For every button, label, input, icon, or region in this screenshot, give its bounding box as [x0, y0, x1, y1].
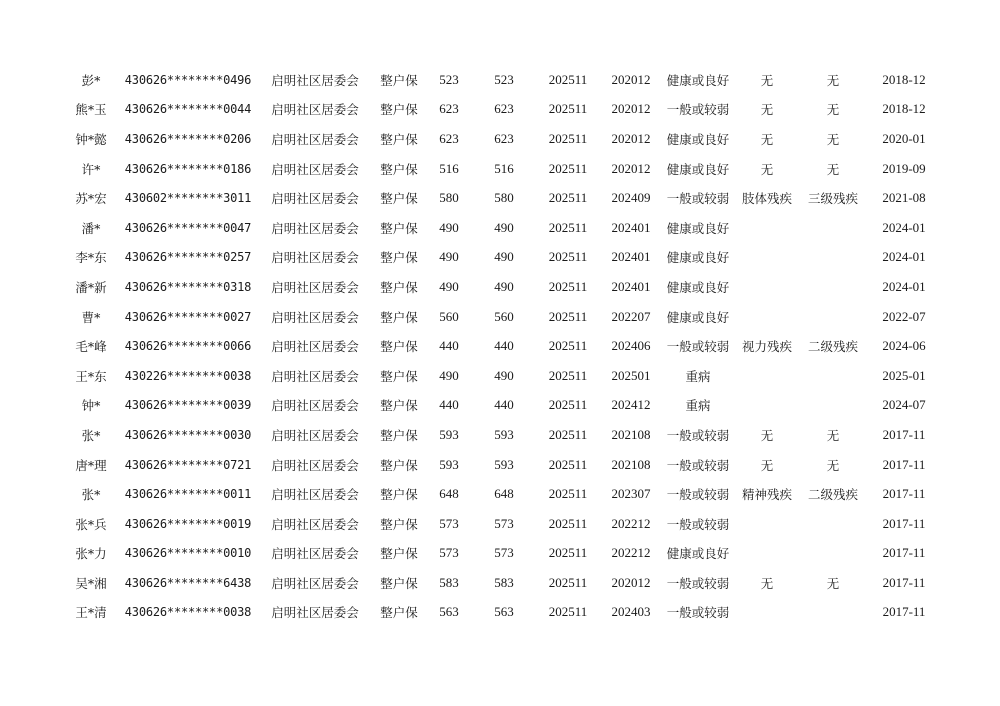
id-number-cell: 430626********6438 [124, 575, 252, 590]
name-cell: 李*东 [75, 250, 107, 266]
start-month-cell: 202207 [611, 308, 651, 324]
health-status-cell: 健康或良好 [666, 309, 730, 325]
assistance-type-cell: 整户保 [380, 309, 418, 325]
health-status-cell: 健康或良好 [666, 72, 730, 88]
table-row [62, 302, 940, 332]
organization-cell: 启明社区居委会 [271, 398, 359, 414]
id-number-cell: 430626********0011 [124, 487, 252, 502]
amount-cell: 593 [494, 426, 514, 442]
disability-type-cell: 无 [760, 575, 774, 591]
table-row [62, 539, 940, 569]
health-status-cell: 一般或较弱 [666, 487, 730, 503]
assistance-type-cell: 整户保 [380, 457, 418, 473]
start-month-cell: 202401 [611, 219, 651, 235]
health-status-cell: 健康或良好 [666, 546, 730, 562]
health-status-cell: 健康或良好 [666, 131, 730, 147]
id-number-cell: 430626********0066 [124, 339, 252, 354]
amount-cell: 648 [439, 486, 459, 502]
disability-level-cell: 无 [826, 457, 840, 473]
date-cell: 2018-12 [882, 71, 926, 87]
id-number-cell: 430602********3011 [124, 191, 252, 206]
disability-type-cell: 视力残疾 [741, 339, 792, 355]
period-cell: 202511 [548, 426, 588, 442]
health-status-cell: 一般或较弱 [666, 339, 730, 355]
assistance-type-cell: 整户保 [380, 427, 418, 443]
amount-cell: 440 [494, 397, 514, 413]
amount-cell: 580 [439, 190, 459, 206]
date-cell: 2017-11 [882, 574, 926, 590]
id-number-cell: 430626********0206 [124, 131, 252, 146]
disability-level-cell [798, 361, 868, 391]
amount-cell: 523 [439, 71, 459, 87]
table-row [62, 331, 940, 361]
period-cell: 202511 [548, 515, 588, 531]
assistance-type-cell: 整户保 [380, 102, 418, 118]
start-month-cell: 202403 [611, 604, 651, 620]
date-cell: 2017-11 [882, 515, 926, 531]
table-row [62, 509, 940, 539]
date-cell: 2019-09 [882, 160, 926, 176]
disability-type-cell [736, 391, 798, 421]
period-cell: 202511 [548, 367, 588, 383]
id-number-cell: 430626********0030 [124, 427, 252, 442]
organization-cell: 启明社区居委会 [271, 575, 359, 591]
start-month-cell: 202108 [611, 426, 651, 442]
amount-cell: 623 [439, 101, 459, 117]
health-status-cell: 健康或良好 [666, 279, 730, 295]
assistance-type-cell: 整户保 [380, 161, 418, 177]
date-cell: 2018-12 [882, 101, 926, 117]
period-cell: 202511 [548, 249, 588, 265]
assistance-type-cell: 整户保 [380, 398, 418, 414]
health-status-cell: 一般或较弱 [666, 457, 730, 473]
table-body [62, 65, 940, 627]
table-row [62, 154, 940, 184]
amount-cell: 573 [439, 545, 459, 561]
disability-level-cell: 三级残疾 [807, 191, 858, 207]
amount-cell: 560 [439, 308, 459, 324]
organization-cell: 启明社区居委会 [271, 250, 359, 266]
table-row [62, 65, 940, 95]
amount-cell: 563 [494, 604, 514, 620]
health-status-cell: 健康或良好 [666, 161, 730, 177]
amount-cell: 490 [494, 219, 514, 235]
amount-cell: 516 [439, 160, 459, 176]
period-cell: 202511 [548, 278, 588, 294]
disability-level-cell [798, 539, 868, 569]
disability-type-cell: 精神残疾 [741, 487, 792, 503]
id-number-cell: 430626********0496 [124, 72, 252, 87]
assistance-type-cell: 整户保 [380, 72, 418, 88]
table-row [62, 391, 940, 421]
date-cell: 2021-08 [882, 190, 926, 206]
disability-type-cell [736, 539, 798, 569]
disability-level-cell: 二级残疾 [807, 487, 858, 503]
start-month-cell: 202409 [611, 190, 651, 206]
amount-cell: 583 [439, 574, 459, 590]
records-table [62, 65, 940, 627]
date-cell: 2017-11 [882, 486, 926, 502]
assistance-type-cell: 整户保 [380, 546, 418, 562]
start-month-cell: 202012 [611, 130, 651, 146]
date-cell: 2017-11 [882, 456, 926, 472]
organization-cell: 启明社区居委会 [271, 72, 359, 88]
health-status-cell: 健康或良好 [666, 220, 730, 236]
assistance-type-cell: 整户保 [380, 487, 418, 503]
table-row [62, 361, 940, 391]
amount-cell: 490 [439, 278, 459, 294]
table-row [62, 450, 940, 480]
health-status-cell: 一般或较弱 [666, 427, 730, 443]
period-cell: 202511 [548, 456, 588, 472]
organization-cell: 启明社区居委会 [271, 102, 359, 118]
organization-cell: 启明社区居委会 [271, 220, 359, 236]
period-cell: 202511 [548, 101, 588, 117]
organization-cell: 启明社区居委会 [271, 161, 359, 177]
disability-type-cell [736, 509, 798, 539]
amount-cell: 490 [439, 219, 459, 235]
name-cell: 吴*湘 [75, 575, 107, 591]
amount-cell: 490 [494, 278, 514, 294]
amount-cell: 523 [494, 71, 514, 87]
name-cell: 王*清 [75, 605, 107, 621]
amount-cell: 623 [494, 101, 514, 117]
disability-type-cell: 肢体残疾 [741, 191, 792, 207]
table-row [62, 124, 940, 154]
name-cell: 苏*宏 [75, 191, 107, 207]
date-cell: 2024-01 [882, 249, 926, 265]
amount-cell: 580 [494, 190, 514, 206]
disability-type-cell: 无 [760, 161, 774, 177]
period-cell: 202511 [548, 71, 588, 87]
table-row [62, 95, 940, 125]
amount-cell: 593 [439, 426, 459, 442]
disability-level-cell: 无 [826, 427, 840, 443]
id-number-cell: 430626********0019 [124, 516, 252, 531]
disability-type-cell: 无 [760, 72, 774, 88]
disability-level-cell [798, 213, 868, 243]
disability-level-cell: 无 [826, 131, 840, 147]
name-cell: 钟*懿 [75, 131, 107, 147]
health-status-cell: 一般或较弱 [666, 575, 730, 591]
disability-type-cell [736, 361, 798, 391]
amount-cell: 440 [439, 338, 459, 354]
organization-cell: 启明社区居委会 [271, 457, 359, 473]
table-row [62, 183, 940, 213]
id-number-cell: 430626********0038 [124, 605, 252, 620]
health-status-cell: 健康或良好 [666, 250, 730, 266]
organization-cell: 启明社区居委会 [271, 339, 359, 355]
disability-level-cell [798, 509, 868, 539]
disability-level-cell: 二级残疾 [807, 339, 858, 355]
name-cell: 许* [81, 161, 101, 177]
name-cell: 王*东 [75, 368, 107, 384]
name-cell: 潘* [81, 220, 101, 236]
table-row [62, 213, 940, 243]
name-cell: 钟* [81, 398, 101, 414]
organization-cell: 启明社区居委会 [271, 191, 359, 207]
disability-type-cell: 无 [760, 457, 774, 473]
name-cell: 毛*峰 [75, 339, 107, 355]
period-cell: 202511 [548, 308, 588, 324]
id-number-cell: 430626********0039 [124, 398, 252, 413]
assistance-type-cell: 整户保 [380, 220, 418, 236]
start-month-cell: 202401 [611, 249, 651, 265]
id-number-cell: 430626********0010 [124, 546, 252, 561]
table-row [62, 243, 940, 273]
organization-cell: 启明社区居委会 [271, 279, 359, 295]
date-cell: 2020-01 [882, 130, 926, 146]
amount-cell: 560 [494, 308, 514, 324]
date-cell: 2024-01 [882, 278, 926, 294]
period-cell: 202511 [548, 219, 588, 235]
disability-level-cell [798, 243, 868, 273]
table-row [62, 598, 940, 628]
name-cell: 熊*玉 [75, 102, 107, 118]
organization-cell: 启明社区居委会 [271, 605, 359, 621]
amount-cell: 563 [439, 604, 459, 620]
period-cell: 202511 [548, 486, 588, 502]
organization-cell: 启明社区居委会 [271, 487, 359, 503]
name-cell: 张* [81, 487, 101, 503]
amount-cell: 573 [494, 515, 514, 531]
start-month-cell: 202307 [611, 486, 651, 502]
id-number-cell: 430626********0721 [124, 457, 252, 472]
disability-type-cell [736, 272, 798, 302]
disability-type-cell [736, 243, 798, 273]
health-status-cell: 重病 [685, 398, 711, 414]
health-status-cell: 一般或较弱 [666, 191, 730, 207]
start-month-cell: 202012 [611, 71, 651, 87]
disability-level-cell [798, 302, 868, 332]
name-cell: 张*兵 [75, 516, 107, 532]
amount-cell: 593 [494, 456, 514, 472]
date-cell: 2017-11 [882, 604, 926, 620]
amount-cell: 490 [494, 367, 514, 383]
name-cell: 曹* [81, 309, 101, 325]
assistance-type-cell: 整户保 [380, 516, 418, 532]
disability-level-cell: 无 [826, 72, 840, 88]
start-month-cell: 202406 [611, 338, 651, 354]
period-cell: 202511 [548, 574, 588, 590]
date-cell: 2025-01 [882, 367, 926, 383]
disability-type-cell: 无 [760, 427, 774, 443]
organization-cell: 启明社区居委会 [271, 516, 359, 532]
amount-cell: 648 [494, 486, 514, 502]
disability-level-cell [798, 391, 868, 421]
organization-cell: 启明社区居委会 [271, 309, 359, 325]
date-cell: 2024-07 [882, 397, 926, 413]
period-cell: 202511 [548, 604, 588, 620]
health-status-cell: 一般或较弱 [666, 516, 730, 532]
disability-type-cell: 无 [760, 102, 774, 118]
date-cell: 2022-07 [882, 308, 926, 324]
start-month-cell: 202501 [611, 367, 651, 383]
name-cell: 张* [81, 427, 101, 443]
assistance-type-cell: 整户保 [380, 250, 418, 266]
assistance-type-cell: 整户保 [380, 368, 418, 384]
health-status-cell: 一般或较弱 [666, 605, 730, 621]
start-month-cell: 202012 [611, 574, 651, 590]
period-cell: 202511 [548, 190, 588, 206]
date-cell: 2024-06 [882, 338, 926, 354]
amount-cell: 583 [494, 574, 514, 590]
date-cell: 2017-11 [882, 545, 926, 561]
period-cell: 202511 [548, 160, 588, 176]
amount-cell: 623 [494, 130, 514, 146]
start-month-cell: 202412 [611, 397, 651, 413]
disability-level-cell [798, 272, 868, 302]
assistance-type-cell: 整户保 [380, 605, 418, 621]
name-cell: 彭* [81, 72, 101, 88]
assistance-type-cell: 整户保 [380, 131, 418, 147]
id-number-cell: 430626********0318 [124, 279, 252, 294]
assistance-type-cell: 整户保 [380, 191, 418, 207]
organization-cell: 启明社区居委会 [271, 546, 359, 562]
id-number-cell: 430626********0257 [124, 250, 252, 265]
table-row [62, 420, 940, 450]
amount-cell: 593 [439, 456, 459, 472]
id-number-cell: 430226********0038 [124, 368, 252, 383]
amount-cell: 490 [439, 249, 459, 265]
start-month-cell: 202012 [611, 160, 651, 176]
period-cell: 202511 [548, 545, 588, 561]
start-month-cell: 202401 [611, 278, 651, 294]
amount-cell: 440 [439, 397, 459, 413]
id-number-cell: 430626********0027 [124, 309, 252, 324]
period-cell: 202511 [548, 338, 588, 354]
start-month-cell: 202212 [611, 545, 651, 561]
table-row [62, 272, 940, 302]
table-row [62, 479, 940, 509]
disability-type-cell [736, 302, 798, 332]
assistance-type-cell: 整户保 [380, 575, 418, 591]
amount-cell: 623 [439, 130, 459, 146]
start-month-cell: 202212 [611, 515, 651, 531]
disability-level-cell: 无 [826, 102, 840, 118]
organization-cell: 启明社区居委会 [271, 427, 359, 443]
organization-cell: 启明社区居委会 [271, 131, 359, 147]
table-row [62, 568, 940, 598]
health-status-cell: 一般或较弱 [666, 102, 730, 118]
disability-type-cell [736, 213, 798, 243]
name-cell: 潘*新 [75, 279, 107, 295]
period-cell: 202511 [548, 397, 588, 413]
disability-type-cell: 无 [760, 131, 774, 147]
amount-cell: 573 [494, 545, 514, 561]
disability-level-cell: 无 [826, 161, 840, 177]
health-status-cell: 重病 [685, 368, 711, 384]
id-number-cell: 430626********0044 [124, 102, 252, 117]
date-cell: 2017-11 [882, 426, 926, 442]
disability-level-cell [798, 598, 868, 628]
disability-type-cell [736, 598, 798, 628]
amount-cell: 440 [494, 338, 514, 354]
assistance-type-cell: 整户保 [380, 339, 418, 355]
assistance-type-cell: 整户保 [380, 279, 418, 295]
amount-cell: 573 [439, 515, 459, 531]
period-cell: 202511 [548, 130, 588, 146]
organization-cell: 启明社区居委会 [271, 368, 359, 384]
amount-cell: 490 [494, 249, 514, 265]
disability-level-cell: 无 [826, 575, 840, 591]
start-month-cell: 202108 [611, 456, 651, 472]
id-number-cell: 430626********0047 [124, 220, 252, 235]
start-month-cell: 202012 [611, 101, 651, 117]
name-cell: 张*力 [75, 546, 107, 562]
date-cell: 2024-01 [882, 219, 926, 235]
amount-cell: 490 [439, 367, 459, 383]
id-number-cell: 430626********0186 [124, 161, 252, 176]
name-cell: 唐*理 [75, 457, 107, 473]
amount-cell: 516 [494, 160, 514, 176]
